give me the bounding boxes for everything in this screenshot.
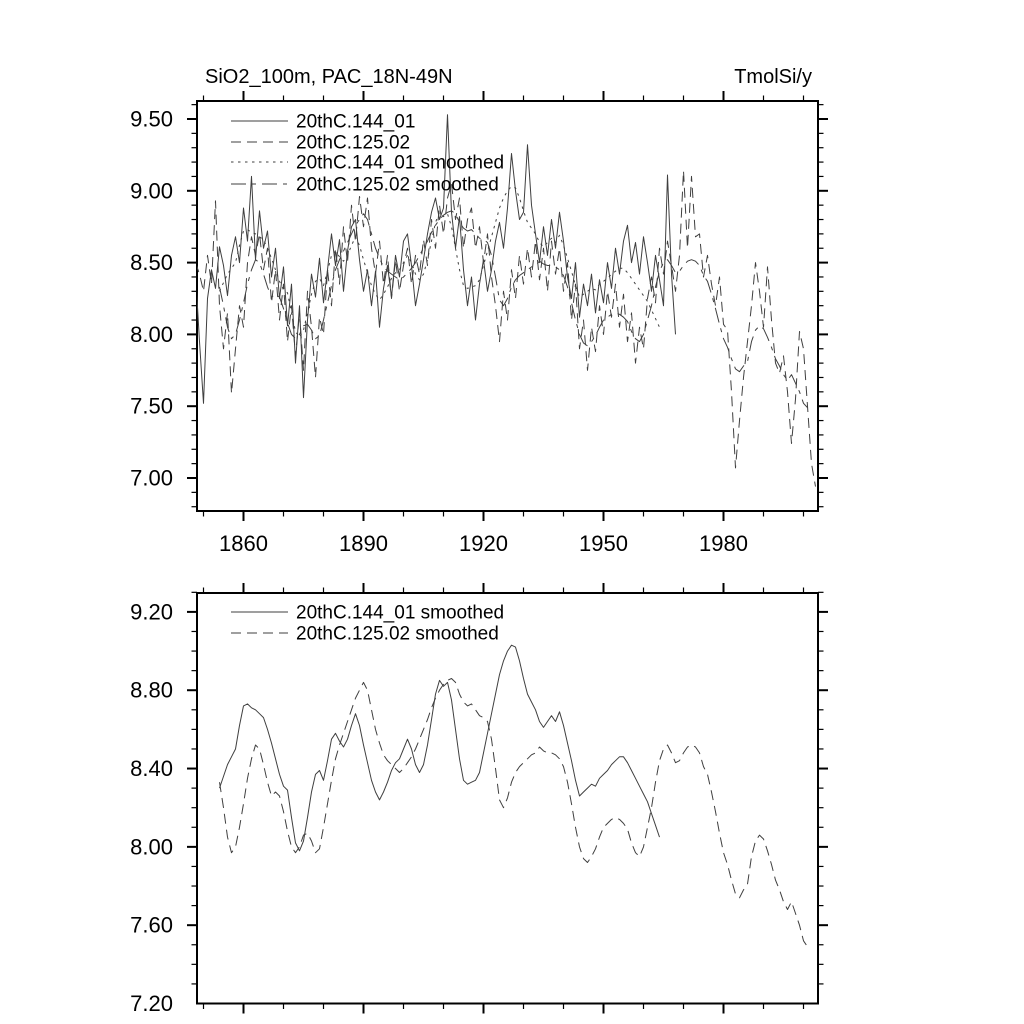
x-axis-tick-label: 1920 [459,531,508,556]
y-axis-tick-label: 7.20 [130,991,173,1016]
series-line-s125_smoothed [220,211,808,408]
legend-item-label: 20thC.125.02 smoothed [296,623,499,645]
legend-item-label: 20thC.125.02 smoothed [296,174,499,196]
legend-item-label: 20thC.144_01 smoothed [296,152,505,174]
x-axis-tick-label: 1980 [699,531,748,556]
plot-title-right: TmolSi/y [734,66,812,88]
y-axis-tick-label: 8.50 [130,250,173,276]
y-axis-tick-label: 8.80 [130,677,173,703]
bottom-panel [130,583,828,1016]
legend-item-label: 20thC.125.02 [296,132,411,154]
plot-title-left: SiO2_100m, PAC_18N-49N [205,66,453,88]
y-axis-tick-label: 8.00 [130,834,173,860]
series-line-s125_annual [196,171,816,487]
y-axis-tick-label: 8.00 [130,321,173,347]
legend-item-label: 20thC.144_01 [296,111,416,133]
x-axis-tick-label: 1860 [219,531,268,556]
y-axis-tick-label: 8.40 [130,756,173,782]
x-axis-tick-label: 1950 [579,531,628,556]
y-axis-tick-label: 9.50 [130,106,173,132]
legend-item-label: 20thC.144_01 smoothed [296,602,505,624]
y-axis-tick-label: 9.00 [130,178,173,204]
x-axis-tick-label: 1890 [339,531,388,556]
y-axis-tick-label: 9.20 [130,599,173,625]
y-axis-tick-label: 7.00 [130,465,173,491]
top-panel [130,91,828,556]
y-axis-tick-label: 7.50 [130,393,173,419]
y-axis-tick-label: 7.60 [130,912,173,938]
series-line-s125_smoothed [220,679,808,947]
